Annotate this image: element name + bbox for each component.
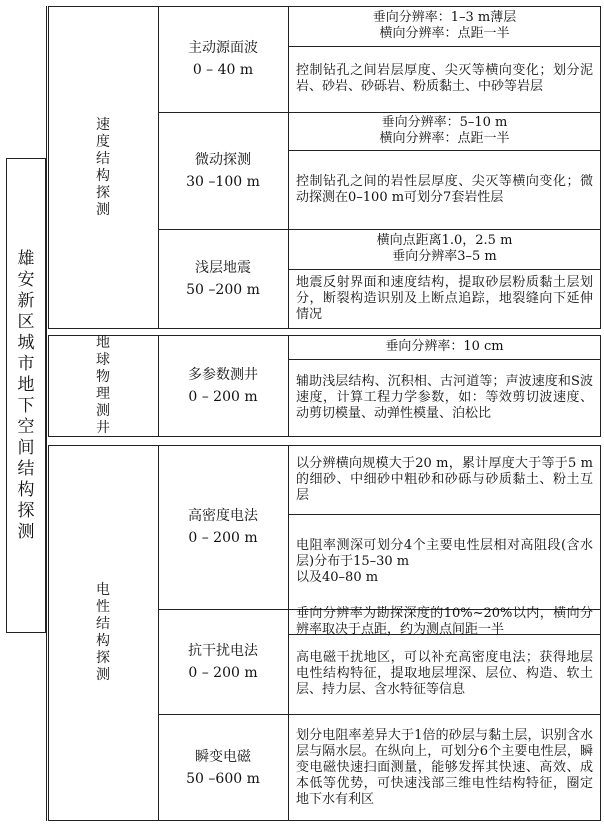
method-detail-text: 控制钻孔之间的岩性层厚度、尖灭等横向变化；微动探测在0–100 m可划分7套岩性层 — [296, 173, 593, 205]
method-name: 微动探测 — [195, 151, 251, 168]
group-label-velocity: 速 度 结 构 探 测 — [96, 116, 110, 218]
method-detail-text: 以分辨横向规模大于20 m，累计厚度大于等于5 m的细砂、中细砂中粗砂和砂砾与砂质黏土、粉土互层 — [296, 455, 593, 503]
method-detail-text: 垂向分辨率：5–10 m 横向分辨率：点距一半 — [379, 115, 510, 146]
method-detail-text: 控制钻孔之间岩层厚度、尖灭等横向变化；划分泥岩、砂岩、砂砾岩、粉质黏土、中砂等岩层 — [296, 63, 593, 94]
method-depth-range: 50 –600 m — [186, 770, 260, 787]
method-depth-range: 0 – 200 m — [188, 530, 258, 546]
root-title: 雄 安 新 区 城 市 地 下 空 间 结 构 探 测 — [17, 248, 35, 542]
method-name: 主动源面波 — [188, 40, 258, 56]
method-label — [158, 445, 288, 609]
method-detail-text: 高电磁干扰地区，可以补充高密度电法；获得地层电性结构特征，提取地层埋深、层位、构造、软土层、持力层、含水特征等信息 — [296, 650, 593, 697]
method-detail-text: 地震反射界面和速度结构，提取砂层粉质黏土层划分，断裂构造识别及上断点追踪，地裂缝向下延伸情况 — [296, 275, 593, 322]
method-name: 多参数测井 — [188, 367, 258, 383]
method-name: 浅层地震 — [195, 260, 251, 276]
method-label — [158, 112, 288, 229]
group-label-electrical: 电 性 结 构 探 测 — [96, 582, 110, 683]
method-label — [158, 229, 288, 329]
method-depth-range: 0 – 200 m — [188, 664, 258, 681]
method-detail-text: 垂向分辨率：1–3 m薄层 横向分辨率：点距一半 — [372, 10, 517, 41]
method-label — [158, 609, 288, 714]
method-name: 瞬变电磁 — [195, 748, 251, 765]
method-name: 高密度电法 — [188, 508, 258, 524]
method-label — [158, 6, 288, 112]
method-label — [158, 335, 288, 437]
method-label — [158, 714, 288, 821]
method-detail-text: 辅助浅层结构、沉积相、古河道等；声波速度和S波速度，计算工程力学参数，如：等效剪切波速度、动剪切模量、动弹性模量、泊松比 — [296, 374, 593, 421]
group-label-logging: 地 球 物 理 测 井 — [96, 335, 110, 436]
method-detail-text: 电阻率测深可划分4个主要电性层相对高阻段(含水层)分布于15–30 m 以及40–80 m — [296, 537, 593, 585]
method-depth-range: 30 –100 m — [186, 173, 260, 190]
method-detail-text: 垂向分辨率：10 cm — [385, 339, 504, 354]
method-detail-text: 横向点距离1.0，2.5 m 垂向分辨率3–5 m — [376, 233, 513, 264]
method-detail-text: 划分电阻率差异大于1倍的砂层与黏土层，识别含水层与隔水层。在纵向上，可划分6个主要电性层，瞬变电磁快速扫面测量，能够发挥其快速、高效、成本低等优势，可快速浅部三维电性结构特征，圈定地下水有利区 — [296, 727, 593, 807]
method-name: 抗干扰电法 — [188, 642, 258, 659]
method-depth-range: 0 – 200 m — [188, 389, 258, 405]
method-depth-range: 50 –200 m — [186, 282, 260, 298]
method-detail-text: 垂向分辨率为勘探深度的10%~20%以内，横向分辨率取决于点距，约为测点间距一半 — [296, 605, 593, 637]
method-depth-range: 0 – 40 m — [192, 62, 254, 78]
